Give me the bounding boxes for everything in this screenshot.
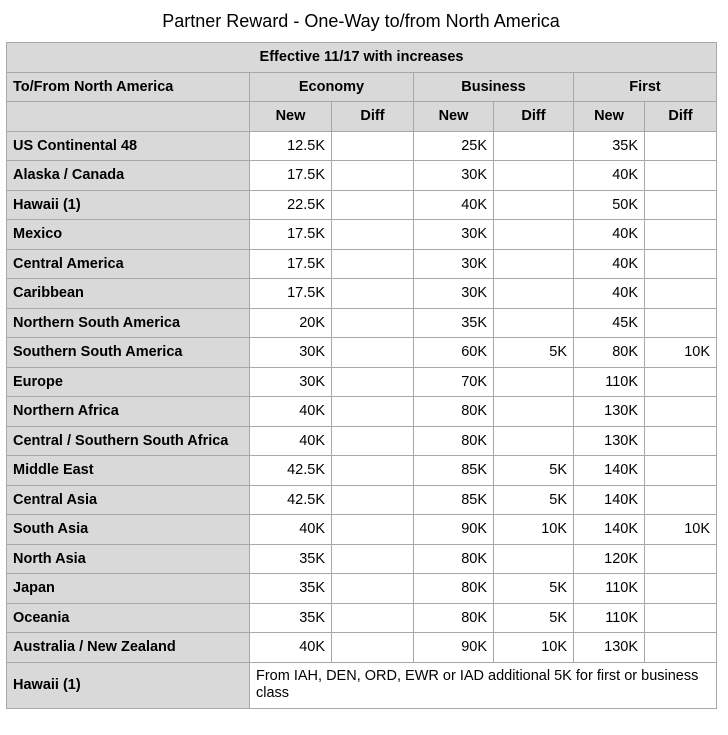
- region-cell: Northern South America: [7, 308, 250, 338]
- table-row: [7, 603, 717, 633]
- page-title: Partner Reward - One-Way to/from North America: [162, 11, 560, 31]
- table-row: [7, 279, 717, 309]
- business-new-cell: 80K: [414, 574, 494, 604]
- region-cell: Middle East: [7, 456, 250, 486]
- business-new-cell: 85K: [414, 485, 494, 515]
- business-new-cell: 80K: [414, 426, 494, 456]
- sub-header-row: [7, 102, 717, 132]
- economy-new-cell: 22.5K: [250, 190, 332, 220]
- region-cell: North Asia: [7, 544, 250, 574]
- economy-diff-cell: [332, 515, 414, 545]
- banner-row: [7, 43, 717, 73]
- table-row: [7, 367, 717, 397]
- region-cell: US Continental 48: [7, 131, 250, 161]
- region-column-header: To/From North America: [7, 72, 250, 102]
- economy-diff-cell: [332, 367, 414, 397]
- business-diff-cell: [494, 220, 574, 250]
- first-new-cell: 130K: [574, 397, 645, 427]
- table-row: [7, 544, 717, 574]
- table-row: [7, 190, 717, 220]
- business-diff-cell: [494, 131, 574, 161]
- region-cell: Southern South America: [7, 338, 250, 368]
- business-new-cell: 30K: [414, 249, 494, 279]
- first-new-cell: 130K: [574, 426, 645, 456]
- class-header-row: [7, 72, 717, 102]
- business-new-cell: 70K: [414, 367, 494, 397]
- first-new-cell: 120K: [574, 544, 645, 574]
- business-new-cell: 80K: [414, 397, 494, 427]
- economy-new-cell: 17.5K: [250, 161, 332, 191]
- first-diff-cell: [645, 308, 717, 338]
- business-diff-cell: 5K: [494, 603, 574, 633]
- effective-banner: Effective 11/17 with increases: [7, 43, 717, 73]
- table-row: [7, 338, 717, 368]
- region-cell: Mexico: [7, 220, 250, 250]
- economy-diff-cell: [332, 544, 414, 574]
- first-diff-cell: [645, 367, 717, 397]
- first-new-cell: 50K: [574, 190, 645, 220]
- business-new-header: New: [414, 102, 494, 132]
- business-new-cell: 80K: [414, 544, 494, 574]
- note-text: From IAH, DEN, ORD, EWR or IAD additional 5K for first or business class: [250, 662, 717, 708]
- business-diff-cell: 5K: [494, 338, 574, 368]
- economy-diff-cell: [332, 397, 414, 427]
- economy-diff-cell: [332, 161, 414, 191]
- first-diff-cell: [645, 544, 717, 574]
- note-row: [7, 662, 717, 708]
- region-cell: Japan: [7, 574, 250, 604]
- economy-new-header: New: [250, 102, 332, 132]
- first-new-cell: 130K: [574, 633, 645, 663]
- region-cell: Hawaii (1): [7, 190, 250, 220]
- first-diff-cell: [645, 397, 717, 427]
- economy-diff-cell: [332, 338, 414, 368]
- first-diff-cell: [645, 279, 717, 309]
- economy-diff-cell: [332, 279, 414, 309]
- economy-new-cell: 30K: [250, 338, 332, 368]
- economy-diff-cell: [332, 249, 414, 279]
- first-diff-cell: [645, 485, 717, 515]
- economy-new-cell: 42.5K: [250, 485, 332, 515]
- economy-diff-cell: [332, 485, 414, 515]
- region-cell: Northern Africa: [7, 397, 250, 427]
- economy-diff-cell: [332, 426, 414, 456]
- first-new-cell: 45K: [574, 308, 645, 338]
- business-diff-cell: [494, 426, 574, 456]
- first-diff-cell: [645, 220, 717, 250]
- table-row: [7, 426, 717, 456]
- first-new-header: New: [574, 102, 645, 132]
- economy-new-cell: 20K: [250, 308, 332, 338]
- economy-new-cell: 35K: [250, 603, 332, 633]
- economy-diff-cell: [332, 574, 414, 604]
- economy-new-cell: 17.5K: [250, 279, 332, 309]
- economy-diff-cell: [332, 190, 414, 220]
- economy-new-cell: 35K: [250, 574, 332, 604]
- note-label: Hawaii (1): [7, 662, 250, 708]
- business-new-cell: 25K: [414, 131, 494, 161]
- first-diff-cell: [645, 633, 717, 663]
- business-header: Business: [414, 72, 574, 102]
- economy-diff-cell: [332, 603, 414, 633]
- business-diff-cell: [494, 308, 574, 338]
- first-header: First: [574, 72, 717, 102]
- first-diff-cell: [645, 131, 717, 161]
- table-row: [7, 515, 717, 545]
- table-row: [7, 397, 717, 427]
- first-new-cell: 40K: [574, 249, 645, 279]
- business-new-cell: 35K: [414, 308, 494, 338]
- first-diff-cell: [645, 190, 717, 220]
- first-new-cell: 40K: [574, 279, 645, 309]
- first-new-cell: 140K: [574, 456, 645, 486]
- business-diff-cell: [494, 249, 574, 279]
- award-chart-table: [6, 42, 717, 709]
- region-cell: Caribbean: [7, 279, 250, 309]
- business-diff-cell: 10K: [494, 633, 574, 663]
- business-new-cell: 30K: [414, 161, 494, 191]
- economy-new-cell: 42.5K: [250, 456, 332, 486]
- business-diff-cell: 10K: [494, 515, 574, 545]
- business-diff-cell: 5K: [494, 574, 574, 604]
- region-cell: Oceania: [7, 603, 250, 633]
- economy-new-cell: 40K: [250, 397, 332, 427]
- first-new-cell: 110K: [574, 574, 645, 604]
- first-new-cell: 140K: [574, 515, 645, 545]
- economy-new-cell: 40K: [250, 426, 332, 456]
- region-cell: Central / Southern South Africa: [7, 426, 250, 456]
- business-diff-cell: [494, 544, 574, 574]
- economy-new-cell: 35K: [250, 544, 332, 574]
- first-new-cell: 80K: [574, 338, 645, 368]
- first-diff-cell: 10K: [645, 515, 717, 545]
- business-new-cell: 80K: [414, 603, 494, 633]
- table-body: [7, 131, 717, 662]
- economy-diff-cell: [332, 220, 414, 250]
- first-new-cell: 110K: [574, 367, 645, 397]
- business-new-cell: 85K: [414, 456, 494, 486]
- region-cell: Australia / New Zealand: [7, 633, 250, 663]
- business-diff-header: Diff: [494, 102, 574, 132]
- first-diff-cell: [645, 161, 717, 191]
- business-new-cell: 90K: [414, 633, 494, 663]
- first-diff-cell: [645, 456, 717, 486]
- first-diff-cell: [645, 426, 717, 456]
- first-new-cell: 140K: [574, 485, 645, 515]
- business-new-cell: 30K: [414, 279, 494, 309]
- first-diff-cell: 10K: [645, 338, 717, 368]
- first-diff-header: Diff: [645, 102, 717, 132]
- region-cell: Alaska / Canada: [7, 161, 250, 191]
- region-cell: South Asia: [7, 515, 250, 545]
- economy-new-cell: 40K: [250, 515, 332, 545]
- business-new-cell: 30K: [414, 220, 494, 250]
- economy-diff-cell: [332, 308, 414, 338]
- empty-header-cell: [7, 102, 250, 132]
- business-diff-cell: [494, 190, 574, 220]
- table-row: [7, 220, 717, 250]
- economy-diff-header: Diff: [332, 102, 414, 132]
- economy-diff-cell: [332, 131, 414, 161]
- business-new-cell: 90K: [414, 515, 494, 545]
- business-new-cell: 60K: [414, 338, 494, 368]
- table-row: [7, 633, 717, 663]
- first-new-cell: 40K: [574, 220, 645, 250]
- table-row: [7, 249, 717, 279]
- economy-header: Economy: [250, 72, 414, 102]
- region-cell: Central Asia: [7, 485, 250, 515]
- first-diff-cell: [645, 574, 717, 604]
- economy-diff-cell: [332, 456, 414, 486]
- table-row: [7, 161, 717, 191]
- first-diff-cell: [645, 603, 717, 633]
- economy-new-cell: 30K: [250, 367, 332, 397]
- table-row: [7, 456, 717, 486]
- table-row: [7, 131, 717, 161]
- table-row: [7, 308, 717, 338]
- business-diff-cell: [494, 279, 574, 309]
- business-diff-cell: 5K: [494, 456, 574, 486]
- business-new-cell: 40K: [414, 190, 494, 220]
- business-diff-cell: 5K: [494, 485, 574, 515]
- economy-new-cell: 12.5K: [250, 131, 332, 161]
- first-diff-cell: [645, 249, 717, 279]
- economy-new-cell: 40K: [250, 633, 332, 663]
- economy-diff-cell: [332, 633, 414, 663]
- table-row: [7, 485, 717, 515]
- first-new-cell: 110K: [574, 603, 645, 633]
- business-diff-cell: [494, 367, 574, 397]
- business-diff-cell: [494, 397, 574, 427]
- economy-new-cell: 17.5K: [250, 249, 332, 279]
- region-cell: Europe: [7, 367, 250, 397]
- first-new-cell: 40K: [574, 161, 645, 191]
- region-cell: Central America: [7, 249, 250, 279]
- first-new-cell: 35K: [574, 131, 645, 161]
- table-row: [7, 574, 717, 604]
- economy-new-cell: 17.5K: [250, 220, 332, 250]
- business-diff-cell: [494, 161, 574, 191]
